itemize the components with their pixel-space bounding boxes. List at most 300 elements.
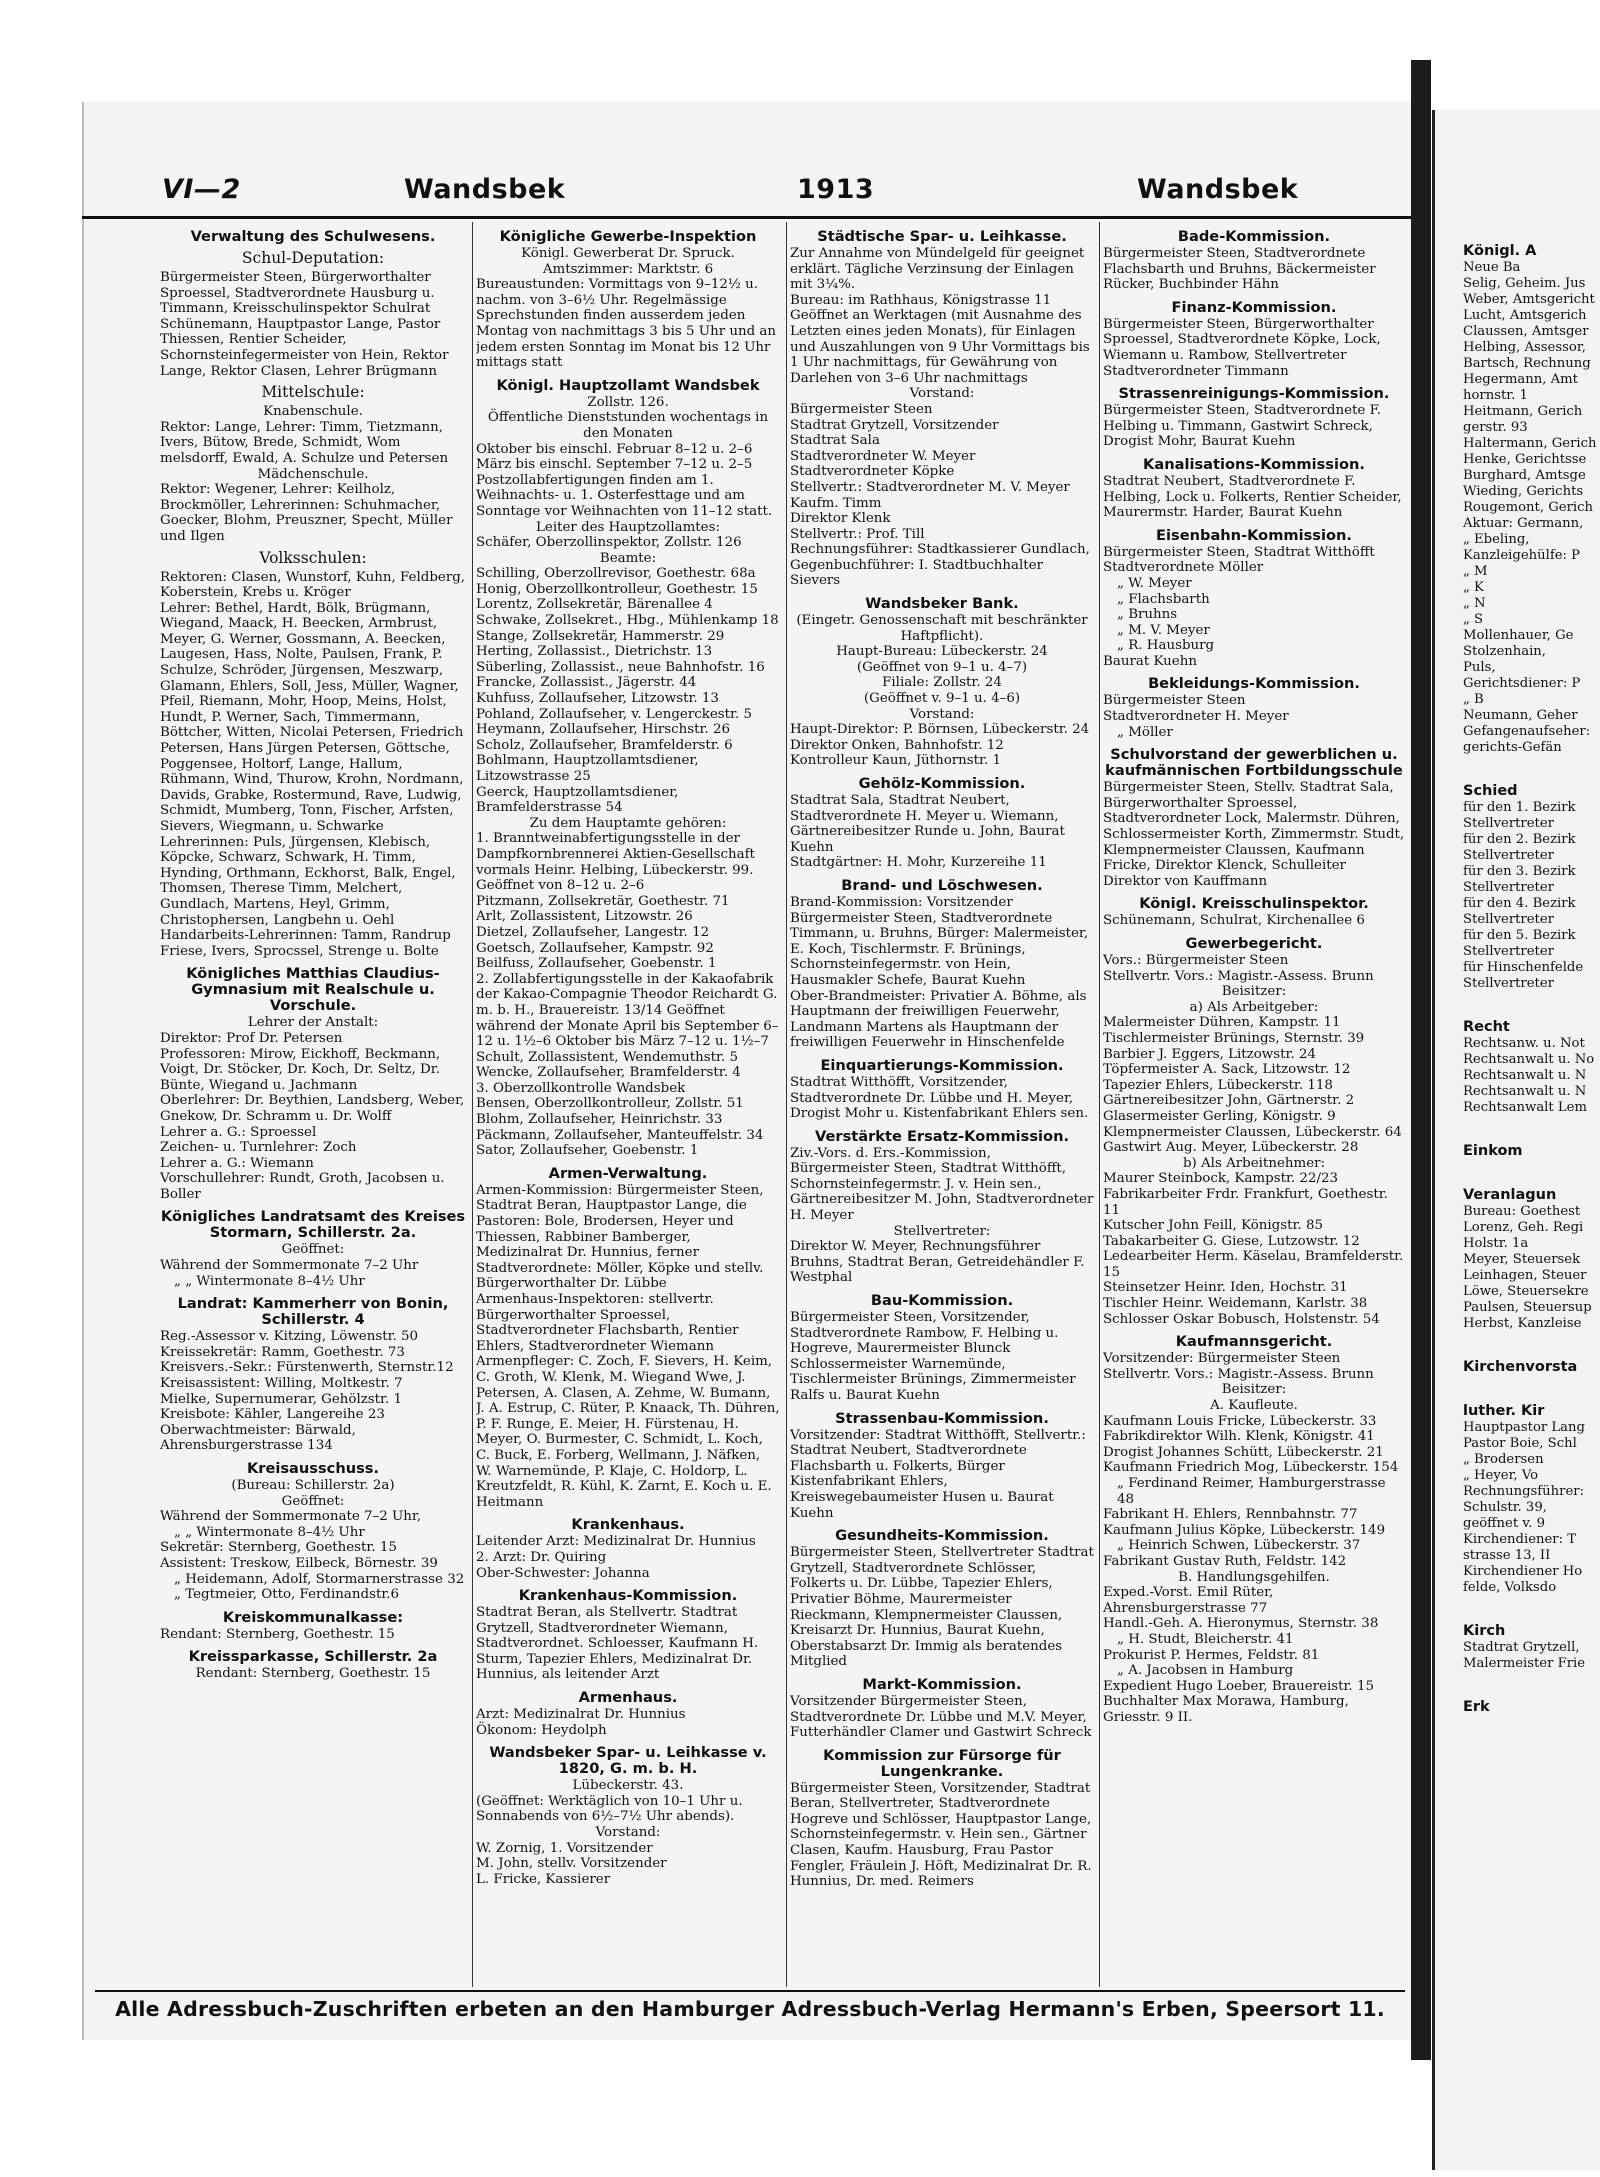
indented-entry: „ „ Wintermonate 8–4½ Uhr xyxy=(174,1524,365,1540)
centered-line: a) Als Arbeitgeber: xyxy=(1189,999,1319,1015)
entry: Sekretär: Sternberg, Goethestr. 15 xyxy=(160,1540,397,1556)
centered-line: Amtszimmer: Marktstr. 6 xyxy=(542,261,714,277)
entry: Vorsitzender: Stadtrat Witthöfft, Stellvertr.: Stadtrat Neubert, Stadtverordnete Flachsbarth u. Folkerts, Bürger Kistenfabrikant Ehlers, Kreiswegebaumeister Husen u. Baurat Kuehn xyxy=(790,1427,1086,1521)
entry: Leitender Arzt: Medizinalrat Dr. Hunnius xyxy=(476,1534,756,1550)
entry: Rechtsanwalt u. No xyxy=(1463,1052,1595,1067)
section-heading: Kommission zur Fürsorge für Lungenkranke. xyxy=(823,1746,1061,1780)
entry: Blohm, Zollaufseher, Heinrichstr. 33 xyxy=(476,1112,723,1128)
entry: Lorenz, Geh. Regi xyxy=(1463,1220,1584,1235)
section-heading: Kaufmannsgericht. xyxy=(1175,1333,1333,1351)
entry: Stadtverordneter W. Meyer xyxy=(790,448,976,464)
entry: Gastwirt Aug. Meyer, Lübeckerstr. 28 xyxy=(1103,1140,1359,1156)
entry: Fabrikant Gustav Ruth, Feldstr. 142 xyxy=(1103,1553,1347,1569)
centered-line: Öffentliche Dienststunden wochentags in den Monaten xyxy=(487,410,769,441)
entry: „ Brodersen xyxy=(1463,1452,1544,1467)
header-city-left: Wandsbek xyxy=(404,174,566,205)
entry: 3. Oberzollkontrolle Wandsbek xyxy=(476,1080,686,1096)
entry: Töpfermeister A. Sack, Litzowstr. 12 xyxy=(1103,1062,1351,1078)
section-heading: Städtische Spar- u. Leihkasse. xyxy=(817,228,1067,245)
section-heading: Kanalisations-Kommission. xyxy=(1143,455,1365,473)
entry: Rektoren: Clasen, Wunstorf, Kuhn, Feldberg, Koberstein, Krebs u. Kröger xyxy=(160,569,466,601)
adjacent-page xyxy=(1432,110,1600,2170)
section-heading: Königl. Hauptzollamt Wandsbek xyxy=(496,376,760,394)
entry: Armenhaus-Inspektoren: stellvertr. Bürgerworthalter Sproessel, Stadtverordneter Flachsbarth, Rentier Ehlers, Stadtverordneter Wiemann xyxy=(476,1292,739,1354)
centered-line: Beamte: xyxy=(599,550,657,566)
indented-entry: „ M. V. Meyer xyxy=(1117,622,1210,638)
entry: Wieding, Gerichts xyxy=(1463,484,1584,499)
section-heading: Schied xyxy=(1463,783,1518,799)
section-heading: Schulvorstand der gewerblichen u. kaufmännischen Fortbildungsschule xyxy=(1105,746,1403,780)
entry: für den 2. Bezirk xyxy=(1463,832,1576,847)
entry: Pohland, Zollaufseher, v. Lengerckestr. 5 xyxy=(476,706,752,722)
entry: Direktor W. Meyer, Rechnungsführer Bruhns, Stadtrat Beran, Getreidehändler F. Westphal xyxy=(790,1239,1085,1286)
entry: Exped.-Vorst. Emil Rüter, Ahrensburgerstrasse 77 xyxy=(1103,1585,1274,1616)
centered-line: Vorstand: xyxy=(909,706,975,722)
entry: Rougemont, Gerich xyxy=(1463,500,1593,515)
entry: Kutscher John Feill, Königstr. 85 xyxy=(1103,1218,1323,1234)
entry: Kaufm. Timm xyxy=(790,495,882,511)
entry: Brand-Kommission: Vorsitzender Bürgermeister Steen, Stadtverordnete Timmann, u. Bruhns, Bürger: Malermeister, E. Koch, Tischlermstr. F. Brünings, Schornsteinfegermstr. von Hein, Hausmakler Schefe, Baurat Kuehn xyxy=(790,894,1089,988)
entry: Stellvertreter xyxy=(1463,816,1554,831)
entry: Weber, Amtsgericht xyxy=(1463,292,1595,307)
entry: Mielke, Supernumerar, Gehölzstr. 1 xyxy=(160,1391,403,1407)
entry: Tischlermeister Brünings, Sternstr. 39 xyxy=(1103,1030,1365,1046)
entry: Stellvertreter xyxy=(1463,880,1554,895)
entry: Pitzmann, Zollsekretär, Goethestr. 71 xyxy=(476,893,730,909)
entry: Hauptpastor Lang xyxy=(1463,1420,1585,1435)
section-heading: Königliche Gewerbe-Inspektion xyxy=(499,228,757,245)
entry: Schult, Zollassistent, Wendemuthstr. 5 xyxy=(476,1049,738,1065)
entry: Stadtverordneter H. Meyer xyxy=(1103,709,1289,725)
centered-line: Haupt-Bureau: Lübeckerstr. 24 xyxy=(836,644,1048,660)
entry: Goetsch, Zollaufseher, Kampstr. 92 xyxy=(476,940,714,956)
entry: Burghard, Amtsge xyxy=(1463,468,1586,483)
entry: Schlosser Oskar Bobusch, Holstenstr. 54 xyxy=(1103,1311,1380,1327)
entry: Stadtrat Grytzell, Vorsitzender xyxy=(790,417,999,433)
entry: Schilling, Oberzollrevisor, Goethestr. 68a xyxy=(476,566,756,582)
entry: Rektor: Lange, Lehrer: Timm, Tietzmann, Ivers, Bütow, Brede, Schmidt, Wom melsdorff, Ewald, A. Schulze und Petersen xyxy=(160,419,449,466)
indented-entry: „ Heidemann, Adolf, Stormarnerstrasse 32 xyxy=(174,1571,465,1587)
entry: Baurat Kuehn xyxy=(1103,653,1197,669)
entry: Kreisassistent: Willing, Moltkestr. 7 xyxy=(160,1376,403,1392)
entry: Kreisbote: Kähler, Langereihe 23 xyxy=(160,1407,385,1423)
indented-entry: „ Tegtmeier, Otto, Ferdinandstr.6 xyxy=(174,1587,400,1603)
page-gutter xyxy=(1411,60,1431,2060)
entry: Stadtrat Grytzell, xyxy=(1463,1640,1580,1655)
section-heading: Armenhaus. xyxy=(578,1689,678,1707)
entry: Helbing, Assessor, xyxy=(1463,340,1586,355)
entry: Bürgermeister Steen, Stellvertreter Stadtrat Grytzell, Stadtverordnete Schlösser, Folkerts u. Dr. Lübbe, Tapezier Ehlers, Privatier Böhme, Maurermeister Rieckmann, Klempnermeister Claussen, Kreisarzt Dr. Hunnius, Baurat Kuehn, Oberstabsarzt Dr. Immig als beratendes Mitglied xyxy=(790,1545,1094,1670)
indented-entry: „ A. Jacobsen in Hamburg xyxy=(1117,1663,1294,1679)
entry: Steinsetzer Heinr. Iden, Hochstr. 31 xyxy=(1103,1280,1348,1296)
entry: Lorentz, Zollsekretär, Bärenallee 4 xyxy=(476,597,713,613)
centered-line: Filiale: Zollstr. 24 xyxy=(882,675,1002,691)
entry: Vorsitzender: Bürgermeister Steen xyxy=(1103,1351,1341,1367)
section-heading: Markt-Kommission. xyxy=(862,1675,1022,1693)
subheading: Volksschulen: xyxy=(259,548,367,567)
centered-line: Beisitzer: xyxy=(1221,984,1287,1000)
entry: Direktor Onken, Bahnhofstr. 12 xyxy=(790,737,1004,753)
entry: Geöffnet an Werktagen (mit Ausnahme des Letzten eines jeden Monats), für Einlagen und Auszahlungen von 9 Uhr Vormittags bis 1 Uhr nachmittags, für Gewährung von Darlehen von 3–6 Uhr nachmittags xyxy=(790,308,1090,386)
column-divider xyxy=(786,222,787,1987)
entry: Holstr. 1a xyxy=(1463,1236,1529,1251)
header-year: 1913 xyxy=(797,174,875,205)
centered-line: Geöffnet: xyxy=(281,1242,345,1258)
section-heading: Eisenbahn-Kommission. xyxy=(1156,526,1352,544)
entry: Schulstr. 39, xyxy=(1463,1500,1547,1515)
entry: Vorsitzender Bürgermeister Steen, Stadtverordnete Dr. Lübbe und M.V. Meyer, Futterhändler Clamer und Gastwirt Schreck xyxy=(790,1693,1092,1741)
entry: Stadtrat Neubert, Stadtverordnete F. Helbing, Lock u. Folkerts, Rentier Scheider, Maurermstr. Harder, Baurat Kuehn xyxy=(1103,473,1402,521)
entry: Rendant: Sternberg, Goethestr. 15 xyxy=(160,1626,395,1642)
entry: Rechtsanwalt u. N xyxy=(1463,1084,1587,1099)
entry: Rektor: Wegener, Lehrer: Keilholz, Brockmöller, Lehrerinnen: Schuhmacher, Goecker, Blohm, Preuszner, Specht, Müller und Ilgen xyxy=(160,482,453,544)
entry: Bürgermeister Steen xyxy=(790,401,933,417)
entry: Rechnungsführer: Stadtkassierer Gundlach, Gegenbuchführer: I. Stadtbuchhalter Sievers xyxy=(790,542,1090,589)
entry: Zeichen- u. Turnlehrer: Zoch xyxy=(160,1140,357,1156)
entry: Schünemann, Schulrat, Kirchenallee 6 xyxy=(1103,913,1365,929)
section-heading: Gehölz-Kommission. xyxy=(858,775,1026,792)
entry: Arzt: Medizinalrat Dr. Hunnius xyxy=(476,1707,686,1723)
entry: Kaufmann Julius Köpke, Lübeckerstr. 149 xyxy=(1103,1522,1386,1538)
entry: Kreisvers.-Sekr.: Fürstenwerth, Sternstr.12 xyxy=(160,1360,454,1376)
entry: Stadtrat Beran, als Stellvertr. Stadtrat Grytzell, Stadtverordneter Wiemann, Stadtverordnet. Schloesser, Kaufmann H. Sturm, Tapezier Ehlers, Medizinalrat Dr. Hunnius, als leitender Arzt xyxy=(476,1605,759,1683)
centered-line: A. Kaufleute. xyxy=(1210,1398,1298,1414)
entry: Reg.-Assessor v. Kitzing, Löwenstr. 50 xyxy=(160,1329,419,1345)
entry: Fabrikant H. Ehlers, Rennbahnstr. 77 xyxy=(1103,1507,1358,1523)
spacer xyxy=(1463,992,1600,1018)
entry: Stellvertr. Vors.: Magistr.-Assess. Brunn xyxy=(1103,968,1374,984)
entry: Armenpfleger: C. Zoch, F. Sievers, H. Keim, C. Groth, W. Klenk, M. Wiegand Wwe, J. Petersen, A. Clasen, A. Zehme, W. Bumann, J. A. Estrup, C. Rüter, P. Knaack, Th. Dühren, P. F. Runge, E. Meier, H. Fürstenau, H. Meyer, O. Burmester, C. Schmidt, L. Koch, C. Buck, E. Forberg, Wellmann, J. Näfken, W. Warnemünde, P. Klaje, C. Holdorp, L. Kreutzfeldt, R. Kühl, K. Zarnt, E. Koch u. E. Heitmann xyxy=(476,1354,780,1510)
page-header xyxy=(82,168,1412,219)
entry: Bürgermeister Steen, Vorsitzender, Stadtrat Beran, Stellvertreter, Stadtverordnete Hogreve und Schlösser, Hauptpastor Lange, Schornsteinfegermstr. v. Hein sen., Gärtner Clasen, Kaufm. Hausburg, Frau Pastor Fengler, Fräulein J. Höft, Medizinalrat Dr. R. Hunnius, Dr. med. Reimers xyxy=(790,1780,1092,1890)
entry: Herbst, Kanzleise xyxy=(1463,1316,1582,1331)
entry: Aktuar: Germann, xyxy=(1463,516,1584,531)
indented-entry: „ Bruhns xyxy=(1117,607,1178,623)
centered-line: Königl. Gewerberat Dr. Spruck. xyxy=(521,246,735,261)
entry: Bürgermeister Steen, Stadtverordnete Flachsbarth und Bruhns, Bäckermeister Rücker, Buchbinder Hähn xyxy=(1103,246,1376,293)
header-city-right: Wandsbek xyxy=(1137,174,1299,205)
entry: Assistent: Treskow, Eilbeck, Börnestr. 39 xyxy=(160,1555,438,1571)
section-heading: Königliches Landratsamt des Kreises Stormarn, Schillerstr. 2a. xyxy=(160,1208,466,1242)
centered-line: Vorstand: xyxy=(595,1825,661,1841)
entry: Bürgermeister Steen, Bürgerworthalter Sproessel, Stadtverordnete Köpke, Lock, Wiemann u. Rambow, Stellvertreter Stadtverordneter Timmann xyxy=(1103,316,1381,379)
section-heading: Wandsbeker Spar- u. Leihkasse v. 1820, G. m. b. H. xyxy=(489,1744,767,1778)
entry: Handl.-Geh. A. Hieronymus, Sternstr. 38 xyxy=(1103,1616,1379,1632)
entry: Stadtrat Sala xyxy=(790,433,880,449)
entry: Heitmann, Gerich xyxy=(1463,404,1583,419)
entry: Kirchendiener: T xyxy=(1463,1532,1577,1547)
section-heading: Gesundheits-Kommission. xyxy=(835,1527,1049,1545)
indented-entry: „ Möller xyxy=(1117,724,1173,740)
entry: Stolzenhain, xyxy=(1463,644,1546,659)
entry: Beilfuss, Zollaufseher, Goebenstr. 1 xyxy=(476,956,717,972)
entry: M. John, stellv. Vorsitzender xyxy=(476,1856,667,1872)
entry: Lehrerinnen: Puls, Jürgensen, Klebisch, Köpcke, Schwarz, Schwark, H. Timm, Hynding, Orthmann, Eckhorst, Balk, Engel, Thomsen, Therese Timm, Melchert, Gundlach, Martens, Heyl, Grimm, Christophersen, Langbehn u. Oehl xyxy=(160,834,456,928)
entry: Päckmann, Zollaufseher, Manteuffelstr. 34 xyxy=(476,1127,764,1143)
entry: „ M xyxy=(1463,564,1488,579)
section-heading: Kreisausschuss. xyxy=(246,1460,380,1477)
entry: (Geöffnet: Werktäglich von 10–1 Uhr u. Sonnabends von 6½–7½ Uhr abends). xyxy=(476,1793,743,1825)
entry: Neue Ba xyxy=(1463,260,1521,275)
entry: W. Zornig, 1. Vorsitzender xyxy=(476,1840,653,1856)
entry: Bureau: im Rathhaus, Königstrasse 11 xyxy=(790,292,1052,308)
entry: Puls, xyxy=(1463,660,1496,675)
entry: Bürgermeister Steen, Vorsitzender, Stadtverordnete Rambow, F. Helbing u. Hogreve, Maurermeister Blunck Schlossermeister Warnemünde, Tischlermeister Brünings, Zimmermeister Ralfs u. Baurat Kuehn xyxy=(790,1310,1076,1403)
entry: Stellvertr.: Prof. Till xyxy=(790,526,925,542)
entry: Rechtsanwalt u. N xyxy=(1463,1068,1587,1083)
entry: Heymann, Zollaufseher, Hirschstr. 26 xyxy=(476,722,730,738)
entry: Schwake, Zollsekret., Hbg., Mühlenkamp 18 xyxy=(476,613,779,629)
entry: Bürgermeister Steen xyxy=(1103,693,1246,709)
entry: Stellvertreter xyxy=(1463,976,1554,991)
entry: für den 4. Bezirk xyxy=(1463,896,1576,911)
spacer xyxy=(1463,1332,1600,1358)
entry: „ B xyxy=(1463,692,1484,707)
entry: Francke, Zollassist., Jägerstr. 44 xyxy=(476,675,697,691)
section-heading: Krankenhaus-Kommission. xyxy=(518,1587,738,1605)
entry: Oberwachtmeister: Bärwald, Ahrensburgerstrasse 134 xyxy=(160,1422,356,1454)
entry: Paulsen, Steuersup xyxy=(1463,1300,1592,1315)
entry: Bürgermeister Steen, Stellv. Stadtrat Sala, Bürgerworthalter Sproessel, Stadtverordneter Lock, Malermstr. Dühren, Schlossermeister Korth, Zimmermstr. Studt, Klempnermeister Claussen, Kaufmann Fricke, Direktor Klenck, Schulleiter Direktor von Kauffmann xyxy=(1103,780,1405,889)
entry: Vors.: Bürgermeister Steen xyxy=(1103,953,1289,968)
page-number: VI—2 xyxy=(162,174,241,205)
entry: Tischler Heinr. Weidemann, Karlstr. 38 xyxy=(1103,1296,1368,1312)
entry: Stadtverordnete Möller xyxy=(1103,560,1264,576)
entry: Prokurist P. Hermes, Feldstr. 81 xyxy=(1103,1647,1320,1663)
column-divider xyxy=(1099,222,1100,1987)
entry: gerichts-Gefän xyxy=(1463,740,1562,755)
section-heading: Armen-Verwaltung. xyxy=(548,1164,708,1182)
entry: Ledearbeiter Herm. Käselau, Bramfelderstr. 15 xyxy=(1103,1249,1404,1280)
entry: Stadtrat Witthöfft, Vorsitzender, Stadtverordnete Dr. Lübbe und H. Meyer, Drogist Mohr u. Kistenfabrikant Ehlers sen. xyxy=(790,1074,1089,1122)
subheading: Mittelschule: xyxy=(261,383,365,402)
entry: Lehrer: Bethel, Hardt, Bölk, Brügmann, Wiegand, Maack, H. Beecken, Armbrust, Meyer, G. Werner, Gossmann, A. Beecken, Laugesen, Hass, Nolte, Paulsen, Frank, P. Schulze, Schröder, Jürgensen, Meszwarp, Glamann, Ehlers, Soll, Jess, Müller, Wagner, Pfeil, Riemann, Mohr, Hoop, Meins, Holst, Hundt, P. Werner, Sach, Timmermann, Böttcher, Witten, Nicolai Petersen, Friedrich Petersen, Hans Jürgen Petersen, Göttsche, Poggensee, Holtorf, Lange, Hallum, Rühmann, Wind, Thurow, Krohn, Nordmann, Davids, Grabke, Rostermund, Rave, Ludwig, Schmidt, Mumberg, Tonn, Fischer, Arfsten, Sievers, Wiegmann, u. Schwarke xyxy=(160,600,464,834)
section-heading: Königl. Kreisschulinspektor. xyxy=(1139,895,1369,913)
centered-line: Rendant: Sternberg, Goethestr. 15 xyxy=(195,1666,431,1682)
entry: felde, Volksdo xyxy=(1463,1580,1557,1595)
column-1 xyxy=(160,222,466,1987)
indented-entry: „ Flachsbarth xyxy=(1117,591,1210,607)
entry: Dietzel, Zollaufseher, Langestr. 12 xyxy=(476,924,710,940)
entry: Süberling, Zollassist., neue Bahnhofstr. 16 xyxy=(476,659,765,675)
spacer xyxy=(1463,1116,1600,1142)
entry: L. Fricke, Kassierer xyxy=(476,1871,611,1887)
section-heading: Königl. A xyxy=(1463,243,1537,259)
entry: Mollenhauer, Ge xyxy=(1463,628,1574,643)
section-heading: luther. Kir xyxy=(1463,1403,1545,1419)
section-heading: Krankenhaus. xyxy=(571,1516,685,1534)
entry: Oberlehrer: Dr. Beythien, Landsberg, Weber, Gnekow, Dr. Schramm u. Dr. Wolff xyxy=(160,1093,465,1124)
entry: Ober-Schwester: Johanna xyxy=(476,1565,650,1581)
entry: Honig, Oberzollkontrolleur, Goethestr. 15 xyxy=(476,581,758,597)
centered-line: (Geöffnet v. 9–1 u. 4–6) xyxy=(863,691,1021,707)
entry: Handarbeits-Lehrerinnen: Tamm, Randrup Friese, Ivers, Sprocssel, Strenge u. Bolte xyxy=(160,928,451,959)
entry: Bensen, Oberzollkontrolleur, Zollstr. 51 xyxy=(476,1096,744,1112)
column-2 xyxy=(476,222,780,1987)
entry: Postzollabfertigungen finden am 1. Weihnachts- u. 1. Osterfesttage und am Sonntage vor Weihnachten von 11–12 statt. xyxy=(476,472,773,519)
centered-line: Lübeckerstr. 43. xyxy=(572,1778,684,1794)
section-heading: Verwaltung des Schulwesens. xyxy=(190,228,436,245)
section-heading: Strassenbau-Kommission. xyxy=(835,1409,1049,1427)
entry: für den 3. Bezirk xyxy=(1463,864,1576,879)
entry: hornstr. 1 xyxy=(1463,388,1528,403)
centered-line: B. Handlungsgehilfen. xyxy=(1178,1569,1330,1585)
spacer xyxy=(1463,756,1600,782)
entry: Stadtrat Sala, Stadtrat Neubert, Stadtverordnete H. Meyer u. Wiemann, Gärtnereibesitzer Runde u. John, Baurat Kuehn xyxy=(790,793,1065,855)
entry: Kaufmann Friedrich Mog, Lübeckerstr. 154 xyxy=(1103,1460,1399,1476)
entry: Stange, Zollsekretär, Hammerstr. 29 xyxy=(476,628,725,644)
indented-entry: „ H. Studt, Bleicherstr. 41 xyxy=(1117,1631,1294,1647)
centered-line: Leiter des Hauptzollamtes: xyxy=(536,519,720,535)
centered-line: (Geöffnet von 9–1 u. 4–7) xyxy=(856,659,1028,675)
indented-entry: „ Heinrich Schwen, Lübeckerstr. 37 xyxy=(1117,1538,1361,1554)
entry: Maurer Steinbock, Kampstr. 22/23 xyxy=(1103,1171,1338,1187)
entry: Kanzleigehülfe: P xyxy=(1463,548,1581,563)
section-heading: Veranlagun xyxy=(1463,1187,1557,1203)
entry: Meyer, Steuersek xyxy=(1463,1252,1581,1267)
entry: „ K xyxy=(1463,580,1484,595)
entry: Kuhfuss, Zollaufseher, Litzowstr. 13 xyxy=(476,691,719,707)
entry: Scholz, Zollaufseher, Bramfelderstr. 6 xyxy=(476,737,733,753)
centered-line: Zu dem Hauptamte gehören: xyxy=(529,815,727,831)
section-heading: Brand- und Löschwesen. xyxy=(841,876,1043,894)
entry: Hegermann, Amt xyxy=(1463,372,1578,387)
entry: für den 5. Bezirk xyxy=(1463,928,1576,943)
entry: Barbier J. Eggers, Litzowstr. 24 xyxy=(1103,1046,1316,1062)
centered-line: Knabenschule. xyxy=(263,404,363,420)
entry: Glasermeister Gerling, Königstr. 9 xyxy=(1103,1108,1336,1124)
section-heading: Kreissparkasse, Schillerstr. 2a xyxy=(188,1648,438,1666)
entry: Claussen, Amtsger xyxy=(1463,324,1589,339)
section-heading: Landrat: Kammerherr von Bonin, Schillerstr. 4 xyxy=(177,1295,449,1329)
entry: Stadtverordneter Köpke xyxy=(790,464,955,480)
centered-line: Beisitzer: xyxy=(1221,1382,1287,1398)
section-heading: Kirch xyxy=(1463,1623,1506,1639)
entry: Rechnungsführer: xyxy=(1463,1484,1585,1499)
entry: Bureaustunden: Vormittags von 9–12½ u. nachm. von 3–6½ Uhr. Regelmässige Sprechstunden finden ausserdem jeden Montag von nachmittags 3 bis 5 Uhr und an jedem ersten Sonntag im Monat bis 12 Uhr mittags statt xyxy=(476,277,777,371)
entry: Bartsch, Rechnung xyxy=(1463,356,1591,371)
column-3 xyxy=(790,222,1094,1987)
column-4 xyxy=(1103,222,1405,1987)
footer-notice: Alle Adressbuch-Zuschriften erbeten an den Hamburger Adressbuch-Verlag Hermann's Erben, Speersort 11. xyxy=(95,1990,1405,2030)
entry: geöffnet v. 9 xyxy=(1463,1516,1546,1531)
entry: Lehrer a. G.: Sproessel xyxy=(160,1124,317,1140)
entry: Armen-Kommission: Bürgermeister Steen, Stadtrat Beran, Hauptpastor Lange, die Pastoren: Bole, Brodersen, Heyer und Thiessen, Rabbiner Bamberger, Medizinalrat Dr. Hunnius, ferner Stadtverordnete: Möller, Köpke und stellv. Bürgerworthalter Dr. Lübbe xyxy=(476,1182,764,1292)
entry: Stellvertreter xyxy=(1463,848,1554,863)
entry: Stadtgärtner: H. Mohr, Kurzereihe 11 xyxy=(790,855,1047,871)
entry: Stellvertr.: Stadtverordneter M. V. Meyer xyxy=(790,479,1070,495)
entry: Bürgermeister Steen, Stadtrat Witthöfft xyxy=(1103,544,1375,560)
section-heading: Strassenreinigungs-Kommission. xyxy=(1118,385,1390,403)
spacer xyxy=(1463,1376,1600,1402)
entry: Vorschullehrer: Rundt, Groth, Jacobsen u. Boller xyxy=(160,1171,445,1202)
entry: Tabakarbeiter G. Giese, Lutzowstr. 12 xyxy=(1103,1233,1360,1249)
entry: „ Heyer, Vo xyxy=(1463,1468,1539,1483)
section-heading: Gewerbegericht. xyxy=(1185,935,1323,952)
entry: Neumann, Geher xyxy=(1463,708,1578,723)
centered-line: Stellvertreter: xyxy=(893,1223,991,1239)
entry: Gerichtsdiener: P xyxy=(1463,676,1581,691)
entry: Bürgermeister Steen, Stadtverordnete F. Helbing u. Timmann, Gastwirt Schreck, Drogist Mohr, Baurat Kuehn xyxy=(1103,403,1382,450)
entry: Wencke, Zollaufseher, Bramfelderstr. 4 xyxy=(476,1065,741,1081)
section-heading: Bekleidungs-Kommission. xyxy=(1148,675,1360,693)
entry: Expedient Hugo Loeber, Brauereistr. 15 xyxy=(1103,1678,1374,1694)
section-heading: Bau-Kommission. xyxy=(870,1292,1014,1310)
entry: für Hinschenfelde xyxy=(1463,960,1584,975)
entry: Direktor: Prof Dr. Petersen xyxy=(160,1030,343,1046)
section-heading: Einkom xyxy=(1463,1143,1523,1159)
entry: Direktor Klenk xyxy=(790,511,891,527)
entry: Haupt-Direktor: P. Börnsen, Lübeckerstr. 24 xyxy=(790,722,1090,738)
entry: Stellvertreter xyxy=(1463,944,1554,959)
entry: Leinhagen, Steuer xyxy=(1463,1268,1587,1283)
centered-line: Lehrer der Anstalt: xyxy=(247,1015,379,1031)
centered-line: Mädchenschule. xyxy=(257,466,369,482)
entry: Gärtnereibesitzer John, Gärtnerstr. 2 xyxy=(1103,1093,1355,1109)
entry: Pastor Boie, Schl xyxy=(1463,1436,1577,1451)
indented-entry: „ W. Meyer xyxy=(1117,575,1192,591)
indented-entry: „ R. Hausburg xyxy=(1117,638,1215,654)
spacer xyxy=(1463,1596,1600,1622)
entry: 2. Zollabfertigungsstelle in der Kakaofabrik der Kakao-Compagnie Theodor Reichardt G. m. b. H., Brauereistr. 13/14 Geöffnet während der Monate April bis September 6–12 u. 1½–6 Oktober bis März 7–12 u. 1½–7 xyxy=(476,971,779,1050)
entry: Fabrikdirektor Wilh. Klenk, Königstr. 41 xyxy=(1103,1429,1375,1445)
entry: „ Ebeling, xyxy=(1463,532,1530,547)
entry: Lehrer a. G.: Wiemann xyxy=(160,1155,314,1171)
section-heading: Erk xyxy=(1463,1699,1490,1715)
entry: Stellvertreter xyxy=(1463,912,1554,927)
centered-line: Geöffnet: xyxy=(281,1493,345,1509)
entry: März bis einschl. September 7–12 u. 2–5 xyxy=(476,457,753,473)
centered-line: Vorstand: xyxy=(909,386,975,402)
entry: Rechtsanw. u. Not xyxy=(1463,1036,1585,1051)
entry: 2. Arzt: Dr. Quiring xyxy=(476,1549,607,1565)
centered-line: b) Als Arbeitnehmer: xyxy=(1182,1155,1326,1171)
entry: Zur Annahme von Mündelgeld für geeignet erklärt. Tägliche Verzinsung der Einlagen mit 3¼%. xyxy=(790,246,1085,293)
section-heading: Einquartierungs-Kommission. xyxy=(820,1056,1064,1074)
entry: „ S xyxy=(1463,612,1484,627)
entry: Ökonom: Heydolph xyxy=(476,1722,607,1738)
indented-entry: „ Ferdinand Reimer, Hamburgerstrasse 48 xyxy=(1117,1476,1386,1507)
entry: Kreissekretär: Ramm, Goethestr. 73 xyxy=(160,1344,405,1360)
section-heading: Recht xyxy=(1463,1019,1510,1035)
entry: Gefangenaufseher: xyxy=(1463,724,1591,739)
entry: Schäfer, Oberzollinspektor, Zollstr. 126 xyxy=(476,535,742,551)
entry: Geerck, Hauptzollamtsdiener, Bramfelderstrasse 54 xyxy=(476,784,679,816)
section-heading: Finanz-Kommission. xyxy=(1171,298,1337,316)
entry: Malermeister Frie xyxy=(1463,1656,1586,1671)
entry: Malermeister Dühren, Kampstr. 11 xyxy=(1103,1015,1341,1031)
entry: Löwe, Steuersekre xyxy=(1463,1284,1589,1299)
entry: Sator, Zollaufseher, Goebenstr. 1 xyxy=(476,1143,699,1159)
column-divider xyxy=(472,222,473,1987)
section-heading: Kreiskommunalkasse: xyxy=(222,1608,404,1626)
entry: Arlt, Zollassistent, Litzowstr. 26 xyxy=(476,909,693,925)
entry: Klempnermeister Claussen, Lübeckerstr. 64 xyxy=(1103,1124,1402,1140)
entry: Tapezier Ehlers, Lübeckerstr. 118 xyxy=(1103,1077,1333,1093)
entry: strasse 13, II xyxy=(1463,1548,1551,1563)
entry: Kirchendiener Ho xyxy=(1463,1564,1583,1579)
entry: „ N xyxy=(1463,596,1486,611)
spacer xyxy=(1463,1160,1600,1186)
spacer xyxy=(1463,1672,1600,1698)
entry: Herting, Zollassist., Dietrichstr. 13 xyxy=(476,644,713,660)
entry: Rechtsanwalt Lem xyxy=(1463,1100,1587,1115)
centered-line: (Bureau: Schillerstr. 2a) xyxy=(231,1478,395,1493)
entry: Ziv.-Vors. d. Ers.-Kommission, Bürgermeister Steen, Stadtrat Witthöfft, Schornsteinfegermstr. J. v. Hein sen., Gärtnereibesitzer M. John, Stadtverordneter H. Meyer xyxy=(790,1145,1094,1224)
entry: Fabrikarbeiter Frdr. Frankfurt, Goethestr. 11 xyxy=(1103,1186,1388,1218)
adjacent-page-column xyxy=(1463,242,1600,1716)
entry: Bohlmann, Hauptzollamtsdiener, Litzowstrasse 25 xyxy=(476,753,699,784)
